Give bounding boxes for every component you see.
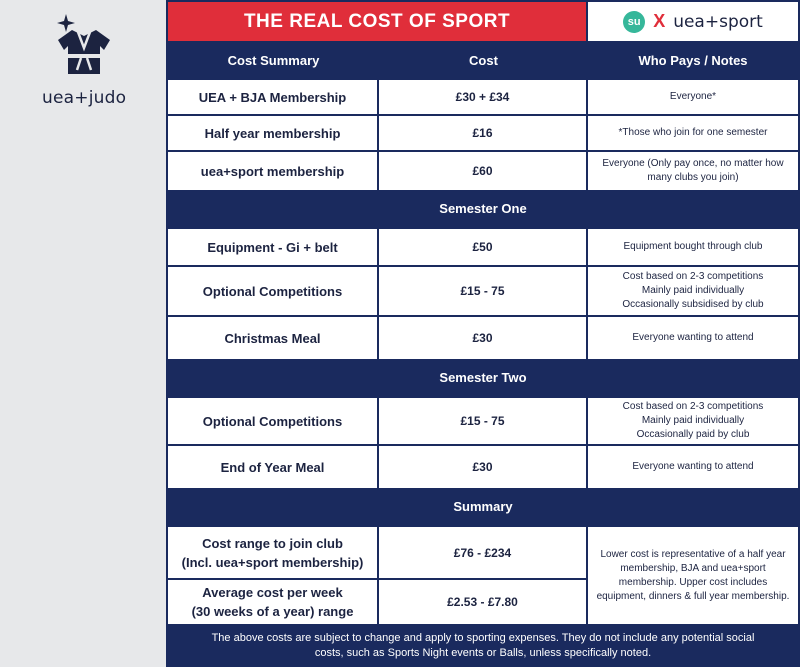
row-cost: £15 - 75 <box>379 398 586 444</box>
uea-judo-logo <box>40 14 130 108</box>
row-note: Cost based on 2-3 competitions Mainly paid individually Occasionally subsidised by club <box>588 267 798 315</box>
row-label: Cost range to join club (Incl. uea+sport membership) <box>168 527 377 578</box>
logo-text: uea+judo <box>42 88 127 108</box>
row-note: Everyone wanting to attend <box>588 446 798 488</box>
row-cost: £2.53 - £7.80 <box>379 580 586 624</box>
row-note: Everyone wanting to attend <box>588 317 798 359</box>
judo-gi-icon <box>54 14 114 76</box>
row-cost: £30 <box>379 446 586 488</box>
title-bar <box>166 0 800 43</box>
section-semester-one: Semester One <box>439 201 527 216</box>
row-note: Equipment bought through club <box>588 229 798 265</box>
footer-disclaimer: The above costs are subject to change and apply to sporting expenses. They do not include any potential social costs, such as Sports Night events or Balls, unless specifically noted. <box>211 631 755 659</box>
row-label: Equipment - Gi + belt <box>168 229 377 265</box>
su-badge-icon: su <box>623 11 645 33</box>
row-note: Everyone (Only pay once, no matter how many clubs you join) <box>588 152 798 190</box>
row-label: Optional Competitions <box>168 398 377 444</box>
row-label: UEA + BJA Membership <box>168 80 377 114</box>
row-cost: £76 - £234 <box>379 527 586 578</box>
section-summary: Summary <box>453 499 513 514</box>
row-cost: £15 - 75 <box>379 267 586 315</box>
partner-logo <box>588 2 798 41</box>
summary-note: Lower cost is representative of a half year membership, BJA and uea+sport membership. Upper cost includes equipment, dinners & full year membership. <box>588 527 798 624</box>
x-mark: X <box>653 11 666 31</box>
cost-sheet <box>166 0 800 667</box>
header-cost-summary: Cost Summary <box>227 53 320 68</box>
row-cost: £60 <box>379 152 586 190</box>
row-label: Half year membership <box>168 116 377 150</box>
row-label: Christmas Meal <box>168 317 377 359</box>
header-cost: Cost <box>469 53 498 68</box>
sidebar <box>0 0 166 667</box>
row-note: Everyone* <box>588 80 798 114</box>
page-title: THE REAL COST OF SPORT <box>168 2 586 41</box>
uea-sport-logo-text: uea+sport <box>673 11 763 32</box>
row-cost: £30 + £34 <box>379 80 586 114</box>
row-label: uea+sport membership <box>168 152 377 190</box>
row-note: *Those who join for one semester <box>588 116 798 150</box>
row-label: Average cost per week (30 weeks of a year) range <box>168 580 377 624</box>
row-cost: £30 <box>379 317 586 359</box>
section-semester-two: Semester Two <box>439 370 527 385</box>
row-note: Cost based on 2-3 competitions Mainly paid individually Occasionally paid by club <box>588 398 798 444</box>
row-cost: £50 <box>379 229 586 265</box>
row-label: End of Year Meal <box>168 446 377 488</box>
row-cost: £16 <box>379 116 586 150</box>
row-label: Optional Competitions <box>168 267 377 315</box>
header-notes: Who Pays / Notes <box>638 53 748 68</box>
